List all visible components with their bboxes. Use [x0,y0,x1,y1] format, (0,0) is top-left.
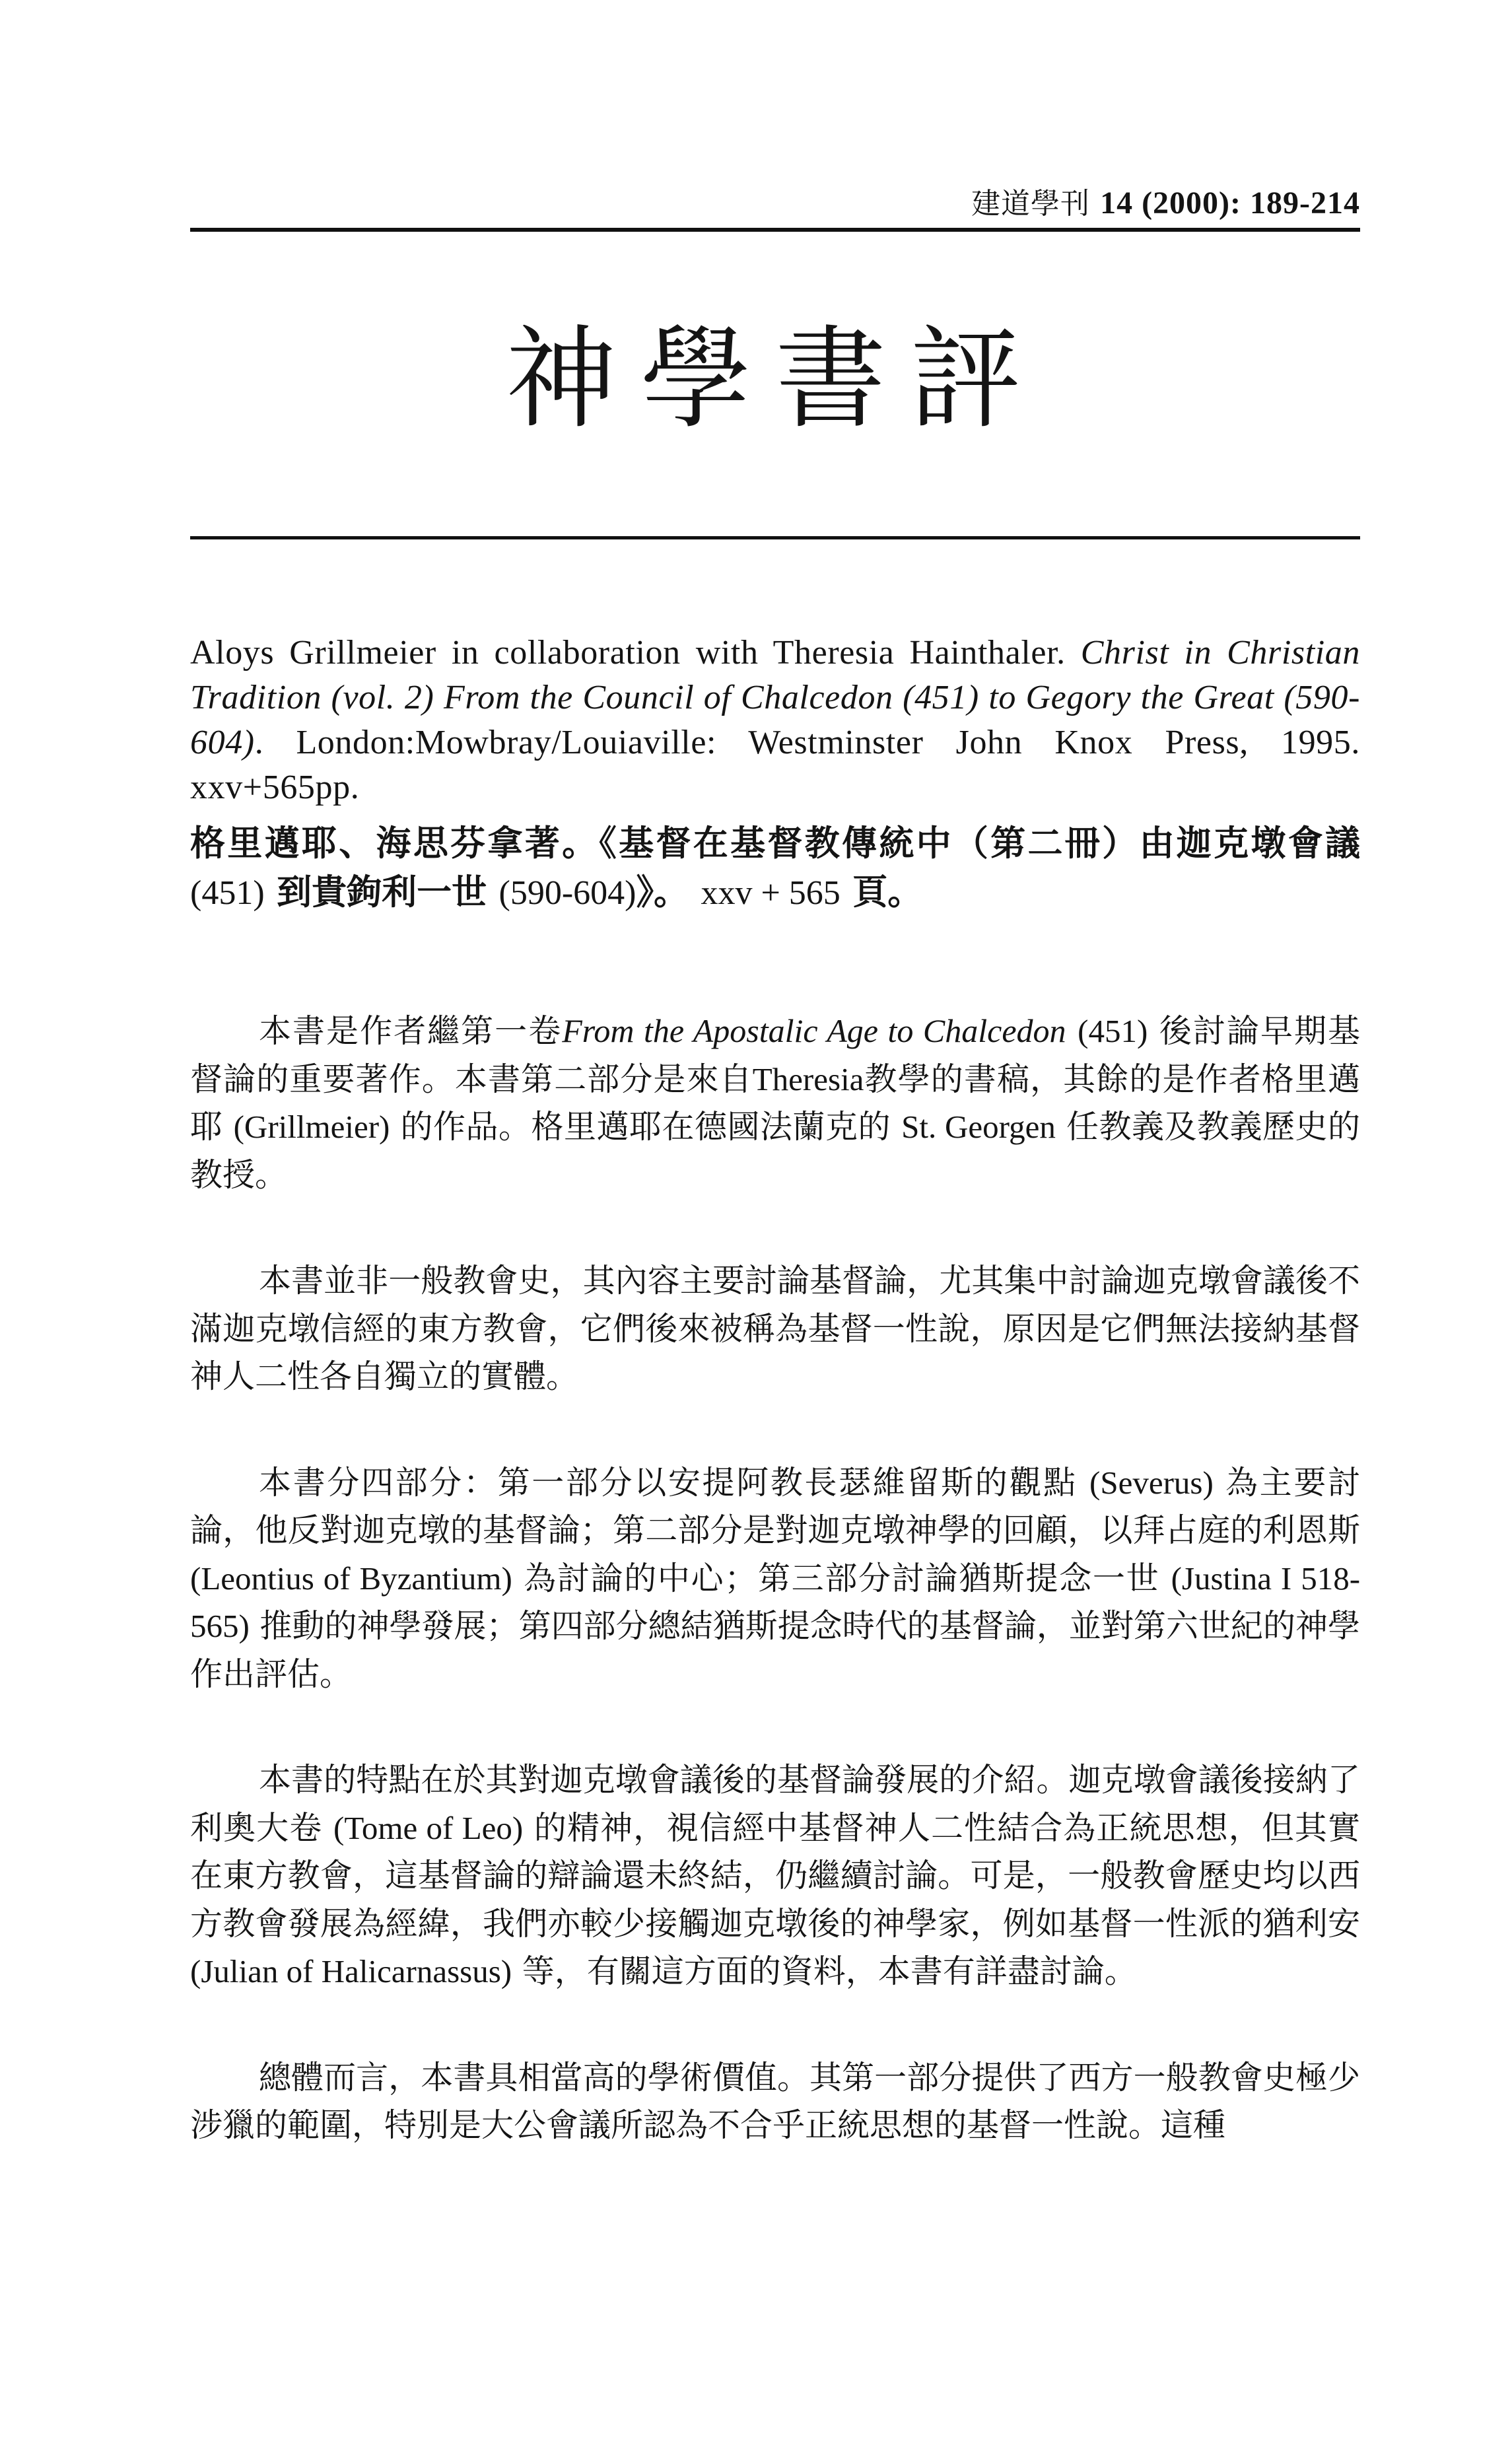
citation-zh-authors: 格里邁耶、海思芬拿著。《基督在基督教傳統中（第二冊）由迦克墩會議 [190,823,1360,864]
issue-citation: 14 (2000): 189-214 [1100,186,1360,221]
citation-chinese: 格里邁耶、海思芬拿著。《基督在基督教傳統中（第二冊）由迦克墩會議 (451) 到貴鉤利一世 (590-604)》。 xxv + 565 頁。 [190,823,1360,913]
header-rule [190,228,1360,232]
citation-publisher: . London:Mowbray/Louiaville: Westminster John Knox Press, 1995. xxv+565pp. [190,724,1360,806]
paragraph-3: 本書分四部分：第一部分以安提阿教長瑟維留斯的觀點 (Severus) 為主要討論，他反對迦克墩的基督論；第二部分是對迦克墩神學的回顧，以拜占庭的利恩斯 (Leontius of Byzantium) 為討論的中心；第三部分討論猶斯提念一世 (Justina I 518-565) 推動的神學發展；第四部分總結猶斯提念時代的基督論，並對第六世紀的神學作出評估。 [190,1463,1361,1693]
review-body [190,1007,1360,2208]
paragraph-2: 本書並非一般教會史，其內容主要討論基督論，尤其集中討論迦克墩會議後不滿迦克墩信經的東方教會，它們後來被稱為基督一性說，原因是它們無法接納基督神人二性各自獨立的實體。 [190,1262,1360,1395]
journal-page [190,0,1360,2449]
cited-work-title: From the Apostalic Age to Chalcedon [562,1012,1066,1049]
title-rule [190,536,1360,539]
citation-book-title: Christ in Christian Tradition (vol. 2) From the Council of Chalcedon (451) to Gegory the Great (590-604) [190,634,1360,761]
section-title: 神學書評 [506,314,1045,444]
citation-authors: Aloys Grillmeier in collaboration with Theresia Hainthaler. [190,634,1066,672]
paragraph-4: 本書的特點在於其對迦克墩會議後的基督論發展的介紹。迦克墩會議後接納了利奧大卷 (Tome of Leo) 的精神，視信經中基督神人二性結合為正統思想，但其實在東方教會，這基督論的辯論還未終結，仍繼續討論。可是，一般教會歷史均以西方教會發展為經緯，我們亦較少接觸迦克墩後的神學家，例如基督一性派的猶利安 (Julian of Halicarnassus) 等，有關這方面的資料，本書有詳盡討論。 [190,1761,1360,1990]
journal-name: 建道學刊 [971,187,1091,221]
running-header [971,180,1360,222]
citation-english [190,631,1360,810]
paragraph-1: 本書是作者繼第一卷From the Apostalic Age to Chalcedon (451) 後討論早期基督論的重要著作。本書第二部分是來自Theresia教學的書稿，其餘的是作者格里邁耶 (Grillmeier) 的作品。格里邁耶在德國法蘭克的 St. Georgen 任教義及教義歷史的教授。 [190,1012,1361,1194]
paragraph-5: 總體而言，本書具相當高的學術價值。其第一部分提供了西方一般教會史極少涉獵的範圍，特別是大公會議所認為不合乎正統思想的基督一性說。這種 [190,2058,1360,2144]
